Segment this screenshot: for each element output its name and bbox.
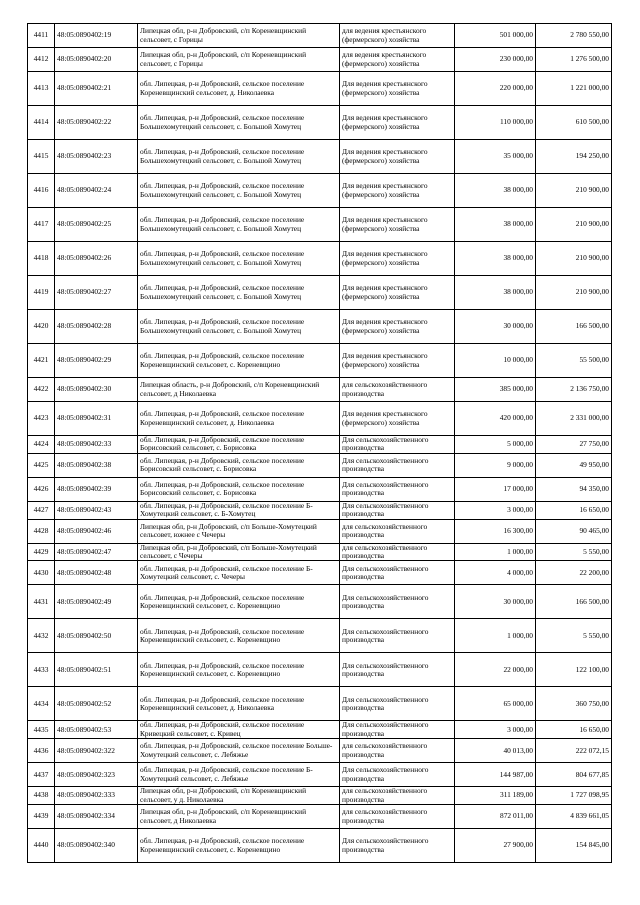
cadastral-value: 1 727 098,95	[536, 787, 612, 805]
parcel-address: обл. Липецкая, р-н Добровский, сельское поселение Кореневщинский сельсовет, д. Николаевка	[138, 72, 340, 106]
cadastral-number: 48:05:0890402:46	[55, 519, 138, 543]
cadastral-number: 48:05:0890402:31	[55, 402, 138, 436]
table-row	[28, 208, 612, 242]
permitted-use: Для сельскохозяйственного производства	[340, 585, 455, 619]
table-row	[28, 721, 612, 739]
row-number: 4411	[28, 24, 55, 48]
parcel-address: обл. Липецкая, р-н Добровский, сельское поселение Б-Хомутецкий сельсовет, с. Лебяжье	[138, 763, 340, 787]
cadastral-number: 48:05:0890402:323	[55, 763, 138, 787]
cadastral-number: 48:05:0890402:48	[55, 561, 138, 585]
parcel-area: 4 000,00	[455, 561, 536, 585]
table-row	[28, 24, 612, 48]
cadastral-number: 48:05:0890402:47	[55, 543, 138, 561]
parcel-area: 1 000,00	[455, 619, 536, 653]
parcel-area: 38 000,00	[455, 174, 536, 208]
row-number: 4431	[28, 585, 55, 619]
permitted-use: Для ведения крестьянского (фермерского) хозяйства	[340, 106, 455, 140]
parcel-area: 10 000,00	[455, 344, 536, 378]
row-number: 4415	[28, 140, 55, 174]
parcel-address: обл. Липецкая, р-н Добровский, сельское поселение Кореневщинский сельсовет, с. Кореневщино	[138, 829, 340, 863]
table-row	[28, 344, 612, 378]
row-number: 4438	[28, 787, 55, 805]
table-row	[28, 561, 612, 585]
cadastral-value: 16 650,00	[536, 501, 612, 519]
row-number: 4414	[28, 106, 55, 140]
permitted-use: Для сельскохозяйственного производства	[340, 453, 455, 477]
permitted-use: Для сельскохозяйственного производства	[340, 653, 455, 687]
row-number: 4423	[28, 402, 55, 436]
cadastral-value: 166 500,00	[536, 310, 612, 344]
parcel-address: обл. Липецкая, р-н Добровский, сельское поселение Большехомутецкий сельсовет, с. Большой Хомутец	[138, 140, 340, 174]
parcel-address: Липецкая обл, р-н Добровский, с/п Больше-Хомутецкий сельсовет, южнее с Чечеры	[138, 519, 340, 543]
parcel-address: обл. Липецкая, р-н Добровский, сельское поселение Борисовский сельсовет, с. Борисовка	[138, 477, 340, 501]
permitted-use: Для ведения крестьянского (фермерского) хозяйства	[340, 140, 455, 174]
cadastral-number: 48:05:0890402:39	[55, 477, 138, 501]
parcel-address: обл. Липецкая, р-н Добровский, сельское поселение Большехомутецкий сельсовет, с. Большой Хомутец	[138, 208, 340, 242]
row-number: 4420	[28, 310, 55, 344]
cadastral-number: 48:05:0890402:50	[55, 619, 138, 653]
table-row	[28, 829, 612, 863]
table-row	[28, 501, 612, 519]
cadastral-value: 94 350,00	[536, 477, 612, 501]
row-number: 4440	[28, 829, 55, 863]
parcel-area: 220 000,00	[455, 72, 536, 106]
parcel-area: 230 000,00	[455, 48, 536, 72]
table-row	[28, 519, 612, 543]
cadastral-number: 48:05:0890402:52	[55, 687, 138, 721]
cadastral-value: 2 780 550,00	[536, 24, 612, 48]
row-number: 4428	[28, 519, 55, 543]
row-number: 4434	[28, 687, 55, 721]
cadastral-number: 48:05:0890402:322	[55, 739, 138, 763]
parcel-area: 16 300,00	[455, 519, 536, 543]
permitted-use: Для сельскохозяйственного производства	[340, 687, 455, 721]
parcel-area: 420 000,00	[455, 402, 536, 436]
cadastral-value: 16 650,00	[536, 721, 612, 739]
row-number: 4437	[28, 763, 55, 787]
table-row	[28, 436, 612, 454]
parcel-area: 27 900,00	[455, 829, 536, 863]
permitted-use: Для ведения крестьянского (фермерского) хозяйства	[340, 242, 455, 276]
permitted-use: Для ведения крестьянского (фермерского) хозяйства	[340, 402, 455, 436]
table-row	[28, 140, 612, 174]
cadastral-value: 210 900,00	[536, 276, 612, 310]
parcel-address: обл. Липецкая, р-н Добровский, сельское поселение Кореневщинский сельсовет, д. Николаевка	[138, 402, 340, 436]
parcel-area: 501 000,00	[455, 24, 536, 48]
row-number: 4422	[28, 378, 55, 402]
parcel-address: Липецкая обл, р-н Добровский, с/п Кореневщинский сельсовет, с Горицы	[138, 24, 340, 48]
parcel-area: 30 000,00	[455, 310, 536, 344]
table-row	[28, 687, 612, 721]
table-row	[28, 72, 612, 106]
parcel-area: 40 013,00	[455, 739, 536, 763]
row-number: 4439	[28, 805, 55, 829]
row-number: 4425	[28, 453, 55, 477]
permitted-use: Для ведения крестьянского (фермерского) хозяйства	[340, 310, 455, 344]
cadastral-number: 48:05:0890402:24	[55, 174, 138, 208]
row-number: 4412	[28, 48, 55, 72]
permitted-use: Для ведения крестьянского (фермерского) хозяйства	[340, 208, 455, 242]
parcel-address: обл. Липецкая, р-н Добровский, сельское поселение Кореневщинский сельсовет, с. Кореневщино	[138, 585, 340, 619]
cadastral-number: 48:05:0890402:22	[55, 106, 138, 140]
parcel-address: обл. Липецкая, р-н Добровский, сельское поселение Больше-Хомутецкий сельсовет, с. Лебяжье	[138, 739, 340, 763]
permitted-use: Для сельскохозяйственного производства	[340, 619, 455, 653]
cadastral-value: 27 750,00	[536, 436, 612, 454]
row-number: 4426	[28, 477, 55, 501]
parcel-address: обл. Липецкая, р-н Добровский, сельское поселение Кореневщинский сельсовет, с. Кореневщино	[138, 344, 340, 378]
cadastral-number: 48:05:0890402:333	[55, 787, 138, 805]
permitted-use: для сельскохозяйственного производства	[340, 739, 455, 763]
parcel-address: обл. Липецкая, р-н Добровский, сельское поселение Большехомутецкий сельсовет, с. Большой Хомутец	[138, 174, 340, 208]
parcel-address: обл. Липецкая, р-н Добровский, сельское поселение Борисовский сельсовет, с. Борисовка	[138, 436, 340, 454]
permitted-use: Для сельскохозяйственного производства	[340, 561, 455, 585]
cadastral-value: 90 465,00	[536, 519, 612, 543]
cadastral-number: 48:05:0890402:23	[55, 140, 138, 174]
cadastral-number: 48:05:0890402:340	[55, 829, 138, 863]
cadastral-value: 4 839 661,05	[536, 805, 612, 829]
parcel-area: 38 000,00	[455, 208, 536, 242]
permitted-use: Для сельскохозяйственного производства	[340, 721, 455, 739]
parcel-address: обл. Липецкая, р-н Добровский, сельское поселение Большехомутецкий сельсовет, с. Большой Хомутец	[138, 242, 340, 276]
table-row	[28, 310, 612, 344]
table-row	[28, 106, 612, 140]
parcel-address: Липецкая обл, р-н Добровский, с/п Кореневщинский сельсовет, с Горицы	[138, 48, 340, 72]
parcel-area: 311 189,00	[455, 787, 536, 805]
cadastral-value: 5 550,00	[536, 619, 612, 653]
parcel-area: 35 000,00	[455, 140, 536, 174]
parcel-area: 872 011,00	[455, 805, 536, 829]
cadastral-value: 22 200,00	[536, 561, 612, 585]
cadastral-value: 55 500,00	[536, 344, 612, 378]
cadastral-value: 222 072,15	[536, 739, 612, 763]
table-row	[28, 378, 612, 402]
parcel-address: обл. Липецкая, р-н Добровский, сельское поселение Кривецкий сельсовет, с. Кривец	[138, 721, 340, 739]
table-row	[28, 242, 612, 276]
cadastral-value: 210 900,00	[536, 174, 612, 208]
cadastral-value: 360 750,00	[536, 687, 612, 721]
cadastral-number: 48:05:0890402:27	[55, 276, 138, 310]
parcel-area: 38 000,00	[455, 242, 536, 276]
table-row	[28, 739, 612, 763]
cadastral-value: 1 221 000,00	[536, 72, 612, 106]
parcel-area: 3 000,00	[455, 721, 536, 739]
row-number: 4430	[28, 561, 55, 585]
permitted-use: для сельскохозяйственного производства	[340, 543, 455, 561]
cadastral-number: 48:05:0890402:334	[55, 805, 138, 829]
parcel-address: Липецкая обл, р-н Добровский, с/п Больше-Хомутецкий сельсовет, с Чечеры	[138, 543, 340, 561]
cadastral-value: 1 276 500,00	[536, 48, 612, 72]
cadastral-number: 48:05:0890402:53	[55, 721, 138, 739]
permitted-use: Для сельскохозяйственного производства	[340, 763, 455, 787]
cadastral-value: 5 550,00	[536, 543, 612, 561]
permitted-use: для сельскохозяйственного производства	[340, 805, 455, 829]
row-number: 4436	[28, 739, 55, 763]
cadastral-value: 49 950,00	[536, 453, 612, 477]
parcel-area: 38 000,00	[455, 276, 536, 310]
permitted-use: Для ведения крестьянского (фермерского) хозяйства	[340, 344, 455, 378]
parcel-address: обл. Липецкая, р-н Добровский, сельское поселение Кореневщинский сельсовет, с. Кореневщино	[138, 619, 340, 653]
parcel-area: 385 000,00	[455, 378, 536, 402]
parcel-area: 3 000,00	[455, 501, 536, 519]
parcel-address: Липецкая область, р-н Добровский, с/п Кореневщинский сельсовет, д Николаевка	[138, 378, 340, 402]
row-number: 4433	[28, 653, 55, 687]
table-row	[28, 653, 612, 687]
table-row	[28, 174, 612, 208]
permitted-use: Для ведения крестьянского (фермерского) хозяйства	[340, 174, 455, 208]
cadastral-value: 804 677,85	[536, 763, 612, 787]
table-row	[28, 543, 612, 561]
cadastral-value: 610 500,00	[536, 106, 612, 140]
parcel-area: 110 000,00	[455, 106, 536, 140]
permitted-use: Для сельскохозяйственного производства	[340, 436, 455, 454]
parcel-address: Липецкая обл, р-н Добровский, с/п Кореневщинский сельсовет, д Николаевка	[138, 805, 340, 829]
table-row	[28, 805, 612, 829]
row-number: 4418	[28, 242, 55, 276]
table-row	[28, 453, 612, 477]
cadastral-number: 48:05:0890402:28	[55, 310, 138, 344]
table-row	[28, 48, 612, 72]
cadastral-number: 48:05:0890402:25	[55, 208, 138, 242]
parcel-area: 5 000,00	[455, 436, 536, 454]
permitted-use: Для сельскохозяйственного производства	[340, 501, 455, 519]
cadastral-number: 48:05:0890402:21	[55, 72, 138, 106]
cadastral-value: 210 900,00	[536, 242, 612, 276]
parcel-area: 22 000,00	[455, 653, 536, 687]
parcel-address: обл. Липецкая, р-н Добровский, сельское поселение Кореневщинский сельсовет, д. Николаевка	[138, 687, 340, 721]
row-number: 4417	[28, 208, 55, 242]
permitted-use: для ведения крестьянского (фермерского) хозяйства	[340, 24, 455, 48]
permitted-use: Для ведения крестьянского (фермерского) хозяйства	[340, 276, 455, 310]
permitted-use: для ведения крестьянского (фермерского) хозяйства	[340, 48, 455, 72]
parcel-area: 65 000,00	[455, 687, 536, 721]
row-number: 4424	[28, 436, 55, 454]
row-number: 4435	[28, 721, 55, 739]
parcel-address: Липецкая обл, р-н Добровский, с/п Кореневщинский сельсовет, у д. Николаевка	[138, 787, 340, 805]
permitted-use: для сельскохозяйственного производства	[340, 787, 455, 805]
table-row	[28, 619, 612, 653]
cadastral-value: 2 331 000,00	[536, 402, 612, 436]
cadastral-value: 166 500,00	[536, 585, 612, 619]
row-number: 4416	[28, 174, 55, 208]
table-row	[28, 276, 612, 310]
cadastral-value: 2 136 750,00	[536, 378, 612, 402]
cadastral-number: 48:05:0890402:19	[55, 24, 138, 48]
parcel-address: обл. Липецкая, р-н Добровский, сельское поселение Б-Хомутецкий сельсовет, с. Б-Хомутец	[138, 501, 340, 519]
parcel-area: 1 000,00	[455, 543, 536, 561]
cadastral-number: 48:05:0890402:26	[55, 242, 138, 276]
parcel-address: обл. Липецкая, р-н Добровский, сельское поселение Большехомутецкий сельсовет, с. Большой Хомутец	[138, 310, 340, 344]
land-parcel-table	[27, 23, 612, 863]
parcel-address: обл. Липецкая, р-н Добровский, сельское поселение Борисовский сельсовет, с. Борисовка	[138, 453, 340, 477]
cadastral-number: 48:05:0890402:38	[55, 453, 138, 477]
row-number: 4432	[28, 619, 55, 653]
parcel-area: 144 987,00	[455, 763, 536, 787]
parcel-area: 9 000,00	[455, 453, 536, 477]
cadastral-number: 48:05:0890402:29	[55, 344, 138, 378]
parcel-address: обл. Липецкая, р-н Добровский, сельское поселение Большехомутецкий сельсовет, с. Большой Хомутец	[138, 106, 340, 140]
permitted-use: Для сельскохозяйственного производства	[340, 829, 455, 863]
cadastral-number: 48:05:0890402:49	[55, 585, 138, 619]
row-number: 4413	[28, 72, 55, 106]
permitted-use: для сельскохозяйственного производства	[340, 519, 455, 543]
parcel-area: 17 000,00	[455, 477, 536, 501]
cadastral-number: 48:05:0890402:30	[55, 378, 138, 402]
table-row	[28, 402, 612, 436]
cadastral-value: 194 250,00	[536, 140, 612, 174]
cadastral-value: 122 100,00	[536, 653, 612, 687]
row-number: 4429	[28, 543, 55, 561]
cadastral-number: 48:05:0890402:51	[55, 653, 138, 687]
parcel-area: 30 000,00	[455, 585, 536, 619]
cadastral-value: 210 900,00	[536, 208, 612, 242]
table-row	[28, 763, 612, 787]
row-number: 4421	[28, 344, 55, 378]
row-number: 4419	[28, 276, 55, 310]
cadastral-value: 154 845,00	[536, 829, 612, 863]
permitted-use: Для ведения крестьянского (фермерского) хозяйства	[340, 72, 455, 106]
cadastral-number: 48:05:0890402:33	[55, 436, 138, 454]
permitted-use: для сельскохозяйственного производства	[340, 378, 455, 402]
table-body	[28, 24, 612, 863]
parcel-address: обл. Липецкая, р-н Добровский, сельское поселение Большехомутецкий сельсовет, с. Большой Хомутец	[138, 276, 340, 310]
row-number: 4427	[28, 501, 55, 519]
parcel-address: обл. Липецкая, р-н Добровский, сельское поселение Кореневщинский сельсовет, с. Кореневщино	[138, 653, 340, 687]
cadastral-number: 48:05:0890402:43	[55, 501, 138, 519]
table-row	[28, 477, 612, 501]
table-row	[28, 585, 612, 619]
cadastral-number: 48:05:0890402:20	[55, 48, 138, 72]
table-row	[28, 787, 612, 805]
parcel-address: обл. Липецкая, р-н Добровский, сельское поселение Б-Хомутецкий сельсовет, с. Чечеры	[138, 561, 340, 585]
permitted-use: Для сельскохозяйственного производства	[340, 477, 455, 501]
